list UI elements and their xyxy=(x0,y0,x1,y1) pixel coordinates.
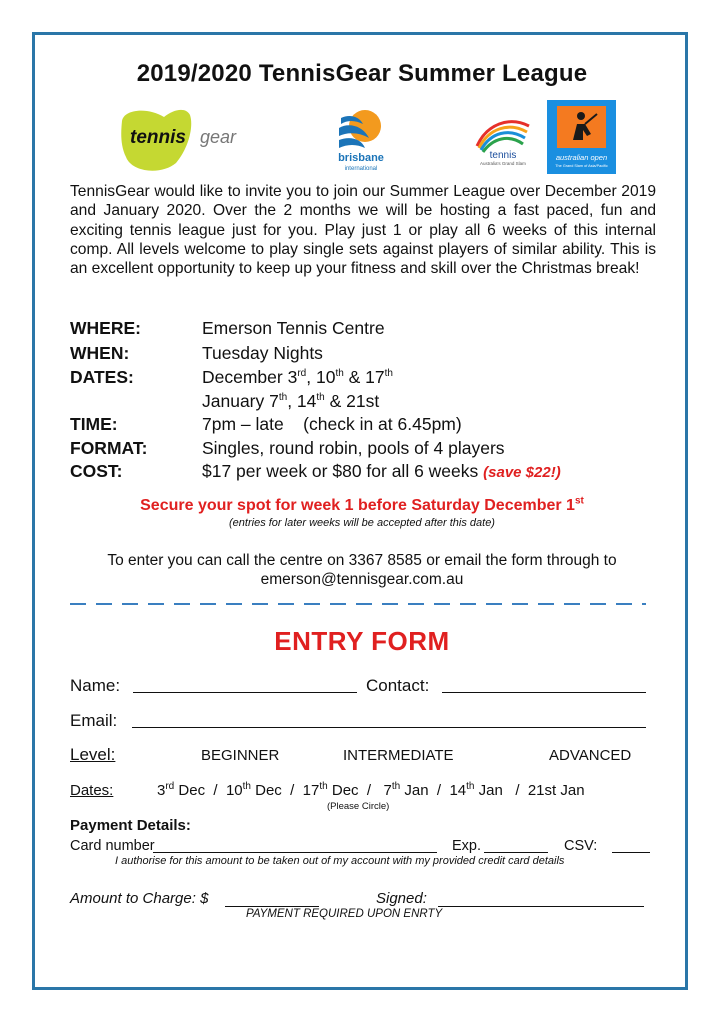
tennisgear-word2: gear xyxy=(200,127,237,147)
card-number-field[interactable] xyxy=(153,852,437,853)
time-label: TIME: xyxy=(70,414,118,434)
dates-note: (Please Circle) xyxy=(327,801,390,812)
enter-instructions xyxy=(0,551,724,589)
time-value: 7pm – late (check in at 6.45pm) xyxy=(202,414,462,434)
tennis-australia-word: tennis xyxy=(489,150,517,161)
contact-field[interactable] xyxy=(442,692,646,693)
enter-line1: To enter you can call the centre on 3367 8585 or email the form through to xyxy=(107,552,617,569)
payment-heading: Payment Details: xyxy=(70,817,191,834)
date-option[interactable]: 10th Dec xyxy=(225,781,282,799)
authorisation-note: I authorise for this amount to be taken out of my account with my provided credit card details xyxy=(115,855,565,867)
amount-field[interactable] xyxy=(225,906,319,907)
where-label: WHERE: xyxy=(70,318,141,338)
csv-field[interactable] xyxy=(612,852,650,853)
exp-field[interactable] xyxy=(484,852,548,853)
tennis-australia-logo xyxy=(473,110,533,166)
cut-line xyxy=(70,602,646,606)
date-option[interactable]: 7th Jan xyxy=(383,781,429,799)
entry-form-title: ENTRY FORM xyxy=(274,626,450,656)
dates-form-label: Dates: xyxy=(70,782,114,799)
date-option[interactable]: 17th Dec xyxy=(302,781,359,799)
secure-note: (entries for later weeks will be accepted after this date) xyxy=(229,517,495,529)
secure-headline: Secure your spot for week 1 before Saturday December 1st xyxy=(140,495,584,514)
dates-options: 3rd Dec / 10th Dec / 17th Dec / 7th Jan / 14th Jan / 21st Jan xyxy=(157,781,585,799)
ao-line1: australian open xyxy=(555,153,608,162)
cost-value: $17 per week or $80 for all 6 weeks (save $22!) xyxy=(202,461,561,481)
payment-required-note: PAYMENT REQUIRED UPON ENRTY xyxy=(246,908,443,920)
amount-label: Amount to Charge: $ xyxy=(70,890,209,907)
level-intermediate[interactable]: INTERMEDIATE xyxy=(343,747,454,764)
csv-label: CSV: xyxy=(564,838,598,854)
contact-label: Contact: xyxy=(366,676,430,695)
format-value: Singles, round robin, pools of 4 players xyxy=(202,438,505,458)
email-label: Email: xyxy=(70,711,118,730)
contact-email: emerson@tennisgear.com.au xyxy=(260,571,464,588)
name-label: Name: xyxy=(70,676,121,695)
when-value: Tuesday Nights xyxy=(202,343,323,363)
format-label: FORMAT: xyxy=(70,438,148,458)
tennis-australia-tagline: Australia's Grand Slam xyxy=(480,161,526,166)
signed-label: Signed: xyxy=(376,890,427,907)
exp-label: Exp. xyxy=(452,838,482,854)
signature-field[interactable] xyxy=(438,906,644,907)
page-title: 2019/2020 TennisGear Summer League xyxy=(136,60,588,87)
save-note: (save $22!) xyxy=(483,464,561,481)
where-value: Emerson Tennis Centre xyxy=(202,318,385,338)
level-advanced[interactable]: ADVANCED xyxy=(549,747,632,764)
intro-paragraph: TennisGear would like to invite you to join our Summer League over December 2019 and January 2020. Over the 2 months we will be hosting a fast paced, fun and exciting tennis league just for you. Play just 1 or play all 6 weeks of this internal comp. All levels welcome to play single sets against players of similar ability. This is an excellent opportunity to keep up your fitness and skill over the Christmas break! xyxy=(70,183,656,278)
card-number-label: Card number xyxy=(70,838,155,854)
dates-line1: December 3rd, 10th & 17th xyxy=(202,367,393,387)
australian-open-logo xyxy=(547,100,616,174)
tennisgear-logo xyxy=(118,105,248,175)
cost-label: COST: xyxy=(70,461,123,481)
level-label: Level: xyxy=(70,745,116,764)
level-beginner[interactable]: BEGINNER xyxy=(201,747,280,764)
tennisgear-word1: tennis xyxy=(130,127,186,148)
when-label: WHEN: xyxy=(70,343,130,363)
date-option[interactable]: 21st Jan xyxy=(527,782,585,799)
brisbane-line1: brisbane xyxy=(338,152,384,164)
name-field[interactable] xyxy=(133,692,357,693)
dates-line2: January 7th, 14th & 21st xyxy=(202,391,380,411)
date-option[interactable]: 3rd Dec xyxy=(157,781,206,799)
brisbane-international-logo xyxy=(335,106,387,174)
brisbane-line2: international xyxy=(344,166,378,172)
date-option[interactable]: 14th Jan xyxy=(449,781,503,799)
email-field[interactable] xyxy=(132,727,646,728)
ao-line2: The Grand Slam of Asia/Pacific xyxy=(555,164,608,168)
dates-label: DATES: xyxy=(70,367,134,387)
